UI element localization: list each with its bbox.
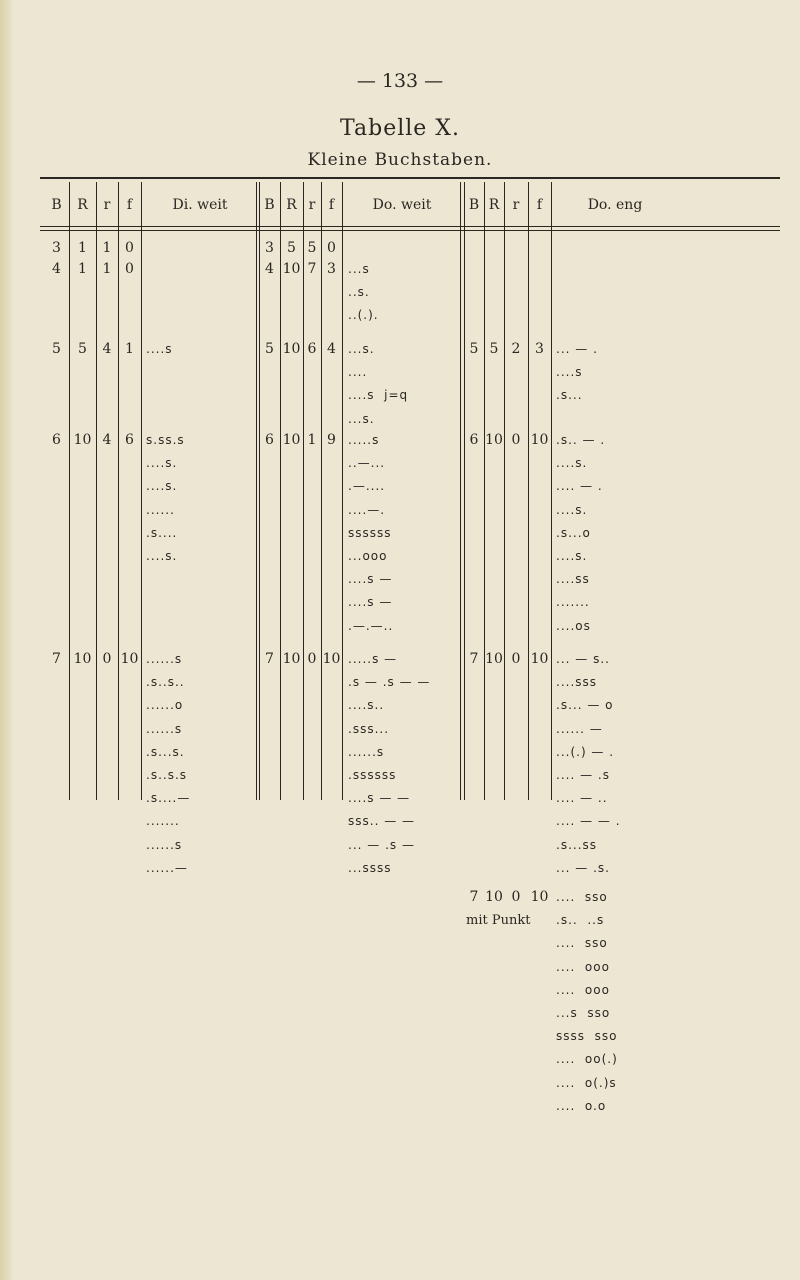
pattern-entry: ....s (146, 342, 173, 356)
pattern-entry: .—.—.. (348, 618, 394, 633)
cell-R: 10 (73, 651, 92, 667)
col-line (484, 182, 485, 800)
pattern-entry: ......s (146, 652, 183, 666)
cell-r: 0 (102, 651, 112, 667)
header-r-upper: R (77, 197, 88, 213)
pattern-entry: .sss... (348, 721, 390, 736)
pattern-entry: ... — . (556, 342, 598, 356)
pattern-entry: ......— (146, 860, 188, 875)
header-r-lower: r (512, 197, 520, 213)
pattern-entry: ...s. (348, 342, 375, 356)
cell-B: 6 (469, 432, 479, 448)
pattern-entry: ......o (146, 698, 184, 713)
header-do-weit: Do. weit (372, 197, 432, 213)
table-subtitle: Kleine Buchstaben. (307, 150, 493, 170)
pattern-entry: ....s.. (348, 698, 385, 713)
pattern-entry: .... sso (556, 890, 608, 904)
pattern-entry: ....os (556, 618, 591, 633)
pattern-entry: .s...o (556, 525, 591, 540)
pattern-entry: ssss sso (556, 1029, 618, 1044)
pattern-entry: ...s. (348, 411, 375, 426)
header-b: B (468, 197, 480, 213)
header-r-lower: r (308, 197, 316, 213)
pattern-entry: .ssssss (348, 768, 397, 782)
pattern-entry: ...ooo (348, 549, 388, 563)
pattern-entry: .....s (348, 433, 380, 447)
pattern-entry: ...... (146, 502, 175, 517)
pattern-entry: .... — — . (556, 814, 621, 829)
pattern-entry: ....s. (146, 549, 178, 563)
pattern-entry: .s.... (146, 525, 178, 540)
pattern-entry: .... (348, 365, 368, 380)
pattern-entry: ......s (348, 744, 385, 759)
pattern-entry: .s..s.. (146, 675, 185, 690)
cell-r: 0 (511, 889, 521, 905)
pattern-entry: .s — .s — — (348, 675, 431, 690)
pattern-entry: .s..s.s (146, 768, 188, 782)
pattern-entry: ....s. (146, 456, 178, 471)
col-line (551, 182, 552, 800)
table-title: Tabelle X. (340, 116, 460, 141)
cell-R: 1 (78, 261, 87, 277)
pattern-entry: ... — s.. (556, 652, 610, 666)
header-b: B (264, 197, 275, 213)
col-line (464, 182, 465, 800)
cell-R: 10 (282, 432, 301, 448)
cell-f: 6 (125, 432, 134, 448)
pattern-entry: ..s. (348, 285, 370, 300)
pattern-entry: .... — .. (556, 791, 608, 806)
cell-r: 6 (307, 341, 317, 357)
col-line (141, 182, 142, 800)
pattern-entry: ....s (556, 365, 583, 380)
cell-R: 5 (287, 240, 296, 256)
cell-f: 10 (530, 651, 549, 667)
pattern-entry: ....—. (348, 502, 386, 517)
pattern-entry: .... ooo (556, 982, 610, 997)
header-f: f (126, 197, 133, 213)
top-rule (40, 177, 780, 179)
cell-f: 0 (125, 261, 134, 277)
cell-B: 5 (469, 341, 479, 357)
cell-r: 0 (511, 651, 521, 667)
col-line (342, 182, 343, 800)
pattern-entry: .... o.o (556, 1098, 607, 1113)
pattern-entry: .... o(.)s (556, 1075, 617, 1090)
pattern-entry: ..(.). (348, 308, 379, 323)
cell-r: 1 (102, 261, 112, 277)
cell-r: 5 (307, 240, 317, 256)
pattern-entry: .s... (556, 388, 583, 403)
header-f: f (536, 197, 543, 213)
cell-B: 3 (265, 240, 274, 256)
pattern-entry: .... — . (556, 479, 603, 494)
cell-R: 5 (78, 341, 87, 357)
pattern-entry: .s...ss (556, 837, 598, 852)
cell-f: 3 (535, 341, 544, 357)
cell-f: 0 (125, 240, 134, 256)
pattern-entry: ......s (146, 837, 183, 852)
pattern-entry: ...(.) — . (556, 744, 615, 759)
cell-R: 10 (73, 432, 92, 448)
cell-R: 10 (485, 889, 503, 905)
cell-f: 1 (125, 341, 134, 357)
pattern-entry: ..—... (348, 456, 386, 471)
col-line (460, 182, 461, 800)
cell-B: 6 (52, 432, 61, 448)
pattern-entry: ....... (146, 814, 180, 829)
cell-f: 4 (327, 341, 336, 357)
cell-B: 7 (469, 889, 479, 905)
cell-R: 10 (282, 651, 301, 667)
pattern-entry: ....ss (556, 572, 590, 587)
cell-B: 7 (469, 651, 479, 667)
pattern-entry: ....s. (146, 479, 178, 494)
cell-r: 4 (102, 341, 112, 357)
pattern-entry: s.ss.s (146, 433, 185, 447)
pattern-entry: .—.... (348, 479, 386, 494)
cell-f: 10 (120, 651, 139, 667)
cell-B: 7 (52, 651, 61, 667)
pattern-entry: .s... — o (556, 698, 614, 713)
pattern-entry: .s.. — . (556, 433, 606, 447)
page-number: — 133 — (356, 70, 444, 92)
pattern-entry: .... — .s (556, 768, 610, 782)
mit-punkt-note: mit Punkt (466, 913, 531, 928)
pattern-entry: ....s. (556, 502, 588, 517)
pattern-entry: sss.. — — (348, 814, 416, 829)
pattern-entry: .... ooo (556, 959, 610, 974)
cell-R: 10 (485, 432, 503, 448)
cell-B: 6 (265, 432, 274, 448)
cell-B: 5 (52, 341, 61, 357)
cell-f: 3 (327, 261, 336, 277)
pattern-entry: ....s j=q (348, 388, 409, 403)
pattern-entry: ....s. (556, 456, 588, 471)
col-line (256, 182, 257, 800)
cell-f: 9 (327, 432, 336, 448)
pattern-entry: .s.. ..s (556, 913, 605, 928)
cell-f: 10 (530, 889, 549, 905)
pattern-entry: ....s. (556, 549, 588, 563)
cell-r: 1 (307, 432, 317, 448)
header-do-eng: Do. eng (587, 197, 643, 213)
cell-r: 0 (511, 432, 521, 448)
header-rule-2 (40, 230, 780, 231)
cell-B: 4 (265, 261, 274, 277)
header-di-weit: Di. weit (172, 197, 228, 213)
pattern-entry: .....s — (348, 652, 398, 666)
cell-R: 1 (78, 240, 87, 256)
cell-R: 10 (282, 341, 301, 357)
pattern-entry: ......s (146, 721, 183, 736)
pattern-entry: ... — .s. (556, 860, 610, 875)
header-r-upper: R (488, 197, 500, 213)
cell-B: 3 (52, 240, 61, 256)
page-edge (0, 0, 14, 1280)
pattern-entry: ....s — (348, 595, 393, 610)
cell-r: 1 (102, 240, 112, 256)
pattern-entry: .... sso (556, 936, 608, 951)
cell-f: 10 (530, 432, 549, 448)
cell-f: 0 (327, 240, 336, 256)
pattern-entry: .s....— (146, 791, 191, 806)
header-b: B (51, 197, 62, 213)
col-line (528, 182, 529, 800)
cell-B: 4 (52, 261, 61, 277)
cell-B: 5 (265, 341, 274, 357)
pattern-entry: ssssss (348, 525, 392, 540)
cell-B: 7 (265, 651, 274, 667)
pattern-entry: ... — .s — (348, 837, 415, 852)
header-f: f (328, 197, 335, 213)
cell-r: 4 (102, 432, 112, 448)
cell-f: 10 (322, 651, 341, 667)
pattern-entry: ...ssss (348, 860, 392, 875)
pattern-entry: ....s — (348, 572, 393, 587)
header-r-lower: r (103, 197, 111, 213)
pattern-entry: .... oo(.) (556, 1052, 618, 1067)
pattern-entry: ...s sso (556, 1006, 611, 1020)
pattern-entry: ...s (348, 262, 370, 276)
cell-R: 10 (282, 261, 301, 277)
cell-r: 2 (511, 341, 521, 357)
cell-R: 10 (485, 651, 503, 667)
col-line (504, 182, 505, 800)
pattern-entry: ...... — (556, 721, 603, 736)
pattern-entry: ....... (556, 595, 590, 610)
cell-r: 0 (307, 651, 317, 667)
pattern-entry: ....sss (556, 675, 598, 690)
pattern-entry: .s...s. (146, 744, 185, 759)
header-r-upper: R (286, 197, 297, 213)
cell-r: 7 (307, 261, 317, 277)
cell-R: 5 (489, 341, 499, 357)
pattern-entry: ....s — — (348, 791, 411, 806)
